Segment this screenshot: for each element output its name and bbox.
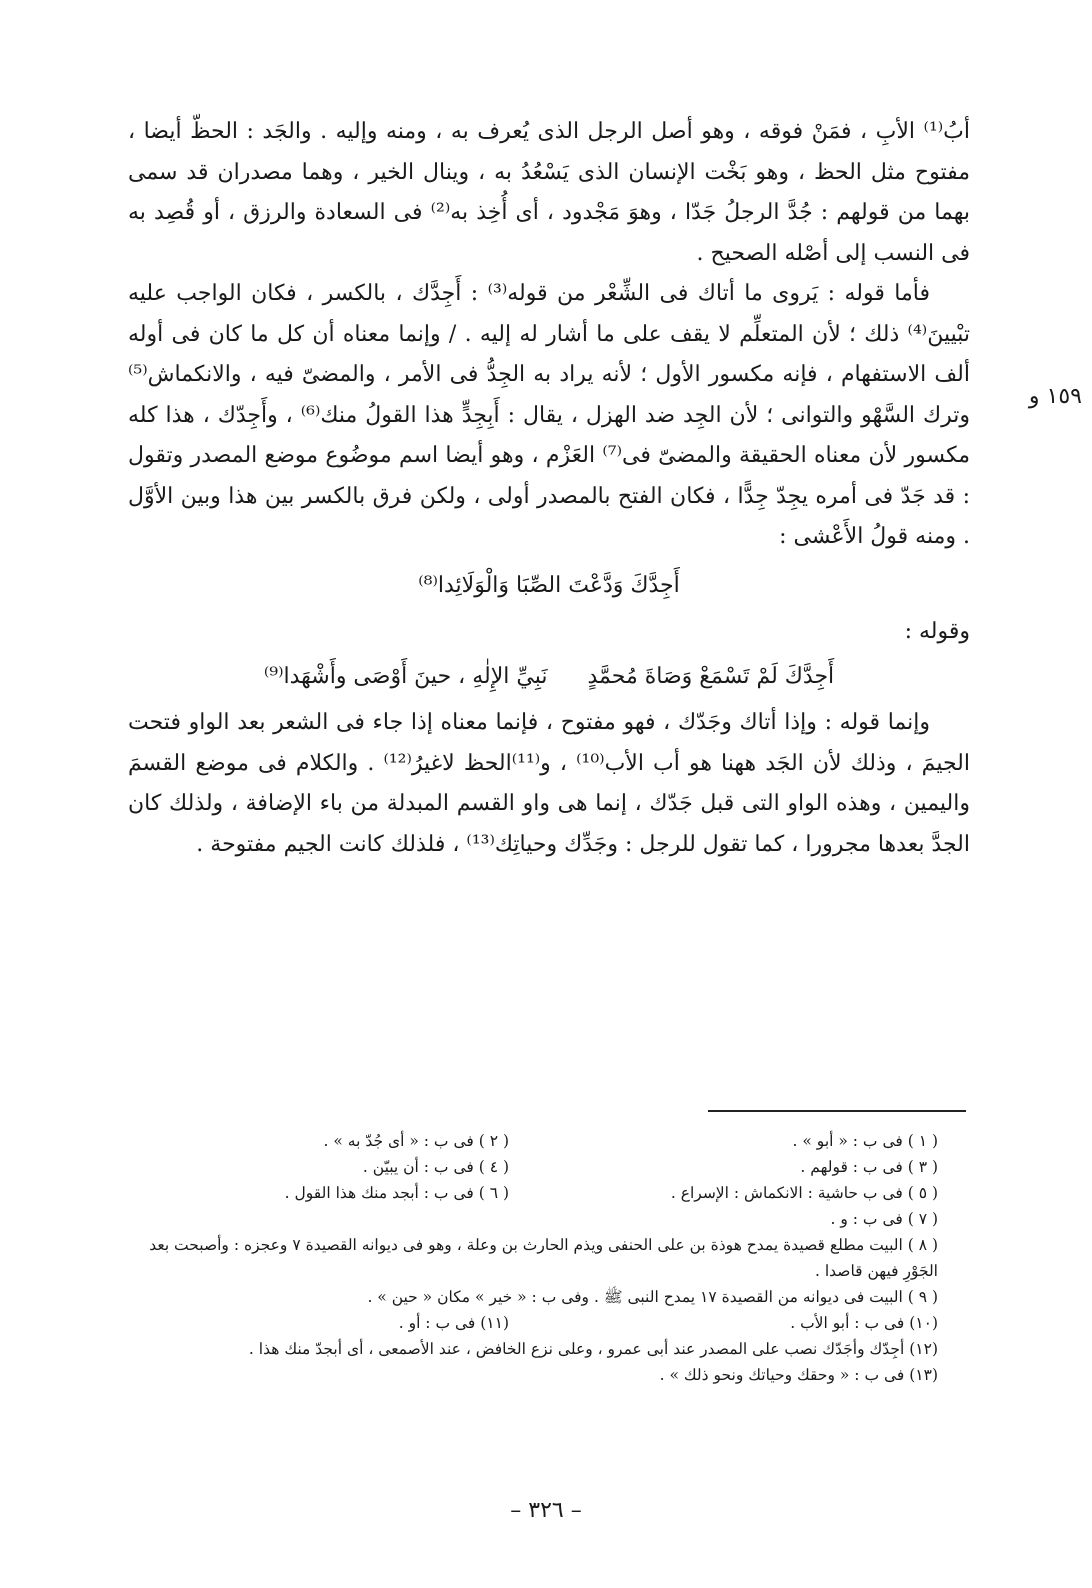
verse-2-intro: وقوله : [904,619,970,644]
footnotes [110,1128,968,1388]
verse-2-first-hemistich: أَجِدَّكَ لَمْ تَسْمَعْ وَصَاةَ مُحمَّدٍ [587,663,835,689]
footnote-5: ( ٥ ) فى ب حاشية : الانكماش : الإسراع . [670,1184,938,1202]
verse-2-second-hemistich: نَبِيِّ الإِلٰهِ ، حينَ أَوْصَى وأَشْهَدا⁽⁹⁾ [263,663,548,689]
footnote-9: ( ٩ ) البيت فى ديوانه من القصيدة ١٧ يمدح النبى ﷺ . وفى ب : « خير » مكان « حين » . [367,1288,938,1306]
footnote-8: ( ٨ ) البيت مطلع قصيدة يمدح هوذة بن على الحنفى ويذم الحارث بن وعلة ، وهو فى ديوانه القصيدة ٧ وعجزه : وأصبحت بعد الجَوْرِ فيهن قاصدا . [149,1236,938,1280]
footnote-3: ( ٣ ) فى ب : قولهم . [800,1158,938,1176]
footnote-1: ( ١ ) فى ب : « أبو » . [792,1132,938,1150]
manuscript-folio-marker: ١٥٩ و [1028,384,1082,409]
paragraph-1: أبُ⁽¹⁾ الأبِ ، فمَنْ فوقه ، وهو أصل الرجل الذى يُعرف به ، ومنه وإليه . والجَد : الحظّ أيضا ، مفتوح مثل الحظ ، وهو بَخْت الإنسان الذى يَسْعُدُ به ، وينال الخير ، وهما مصدران قد سمى بهما من قولهم : جُدَّ الرجلُ جَدّا ، وهوَ مَجْدود ، أى أُخِذ به⁽²⁾ فى السعادة والرزق ، أو قُصِد به فى النسب إلى أصْله الصحيح . [128,119,970,266]
footnote-6: ( ٦ ) فى ب : أبجد منك هذا القول . [284,1184,509,1202]
footnote-10: (١٠) فى ب : أبو الأب . [790,1314,938,1332]
page-number: – ٣٢٦ – [510,1498,582,1523]
paragraph-3: وإنما قوله : وإذا أتاك وجَدّك ، فهو مفتوح ، فإنما معناه إذا جاء فى الشعر بعد الواو فتحت الجيمَ ، وذلك لأن الجَد ههنا هو أب الأب⁽¹⁰⁾ ، و⁽¹¹⁾الحظ لاغيرُ⁽¹²⁾ . والكلام فى موضع القسمَ واليمين ، وهذه الواو التى قبل جَدّك ، إنما هى واو القسم المبدلة من باء الإضافة ، ولذلك كان الجدَّ بعدها مجرورا ، كما تقول للرجل : وجَدِّك وحياتِك⁽¹³⁾ ، فلذلك كانت الجيم مفتوحة . [128,710,970,857]
paragraph-2: فأما قوله : يَروى ما أتاك فى الشِّعْر من قوله⁽³⁾ : أَجِدَّك ، بالكسر ، فكان الواجب عليه تبْيينَ⁽⁴⁾ ذلك ؛ لأن المتعلِّم لا يقف على ما أشار له إليه . / وإنما معناه أن كل ما كان فى أوله ألف الاستفهام ، فإنه مكسور الأول ؛ لأنه يراد به الجِدُّ فى الأمر ، والمضىّ فيه ، والانكماش⁽⁵⁾ وترك السَّهْو والتوانى ؛ لأن الجِد ضد الهزل ، يقال : أَبِجِدٍّ هذا القولُ منك⁽⁶⁾ ، وأَجِدّك ، هذا كله مكسور لأن معناه الحقيقة والمضىّ فى⁽⁷⁾ العَزْم ، وهو أيضا اسم موضُوع موضع المصدر وتقول : قد جَدّ فى أمره يجِدّ جِدًّا ، فكان الفتح بالمصدر أولى ، ولكن فرق بالكسر بين هذا وبين الأوَّل . ومنه قولُ الأَعْشى : [128,281,971,549]
footnote-4: ( ٤ ) فى ب : أن يبيّن . [362,1158,509,1176]
footnote-row [110,1128,968,1154]
footnote-row [110,1154,968,1180]
footnote-7: ( ٧ ) فى ب : و . [830,1210,938,1228]
footnote-2: ( ٢ ) فى ب : « أى جُدّ به » . [323,1132,509,1150]
main-text [128,112,970,865]
footnote-row [110,1180,968,1206]
footnote-11: (١١) فى ب : أو . [398,1314,509,1332]
footnote-13: (١٣) فى ب : « وحقك وحياتك ونحو ذلك » . [659,1366,938,1384]
verse-1: أَجِدَّكَ وَدَّعْتَ الصِّبَا وَالْوَلَائِدا⁽⁸⁾ [418,572,680,598]
footnote-separator [708,1110,966,1112]
footnote-12: (١٢) أجِدّك وأجَدّك نصب على المصدر عند أبى عمرو ، وعلى نزع الخافض ، عند الأصمعى ، أى أبجدّ منك هذا . [248,1340,938,1358]
footnote-row [110,1310,968,1336]
verse-2 [128,657,970,698]
